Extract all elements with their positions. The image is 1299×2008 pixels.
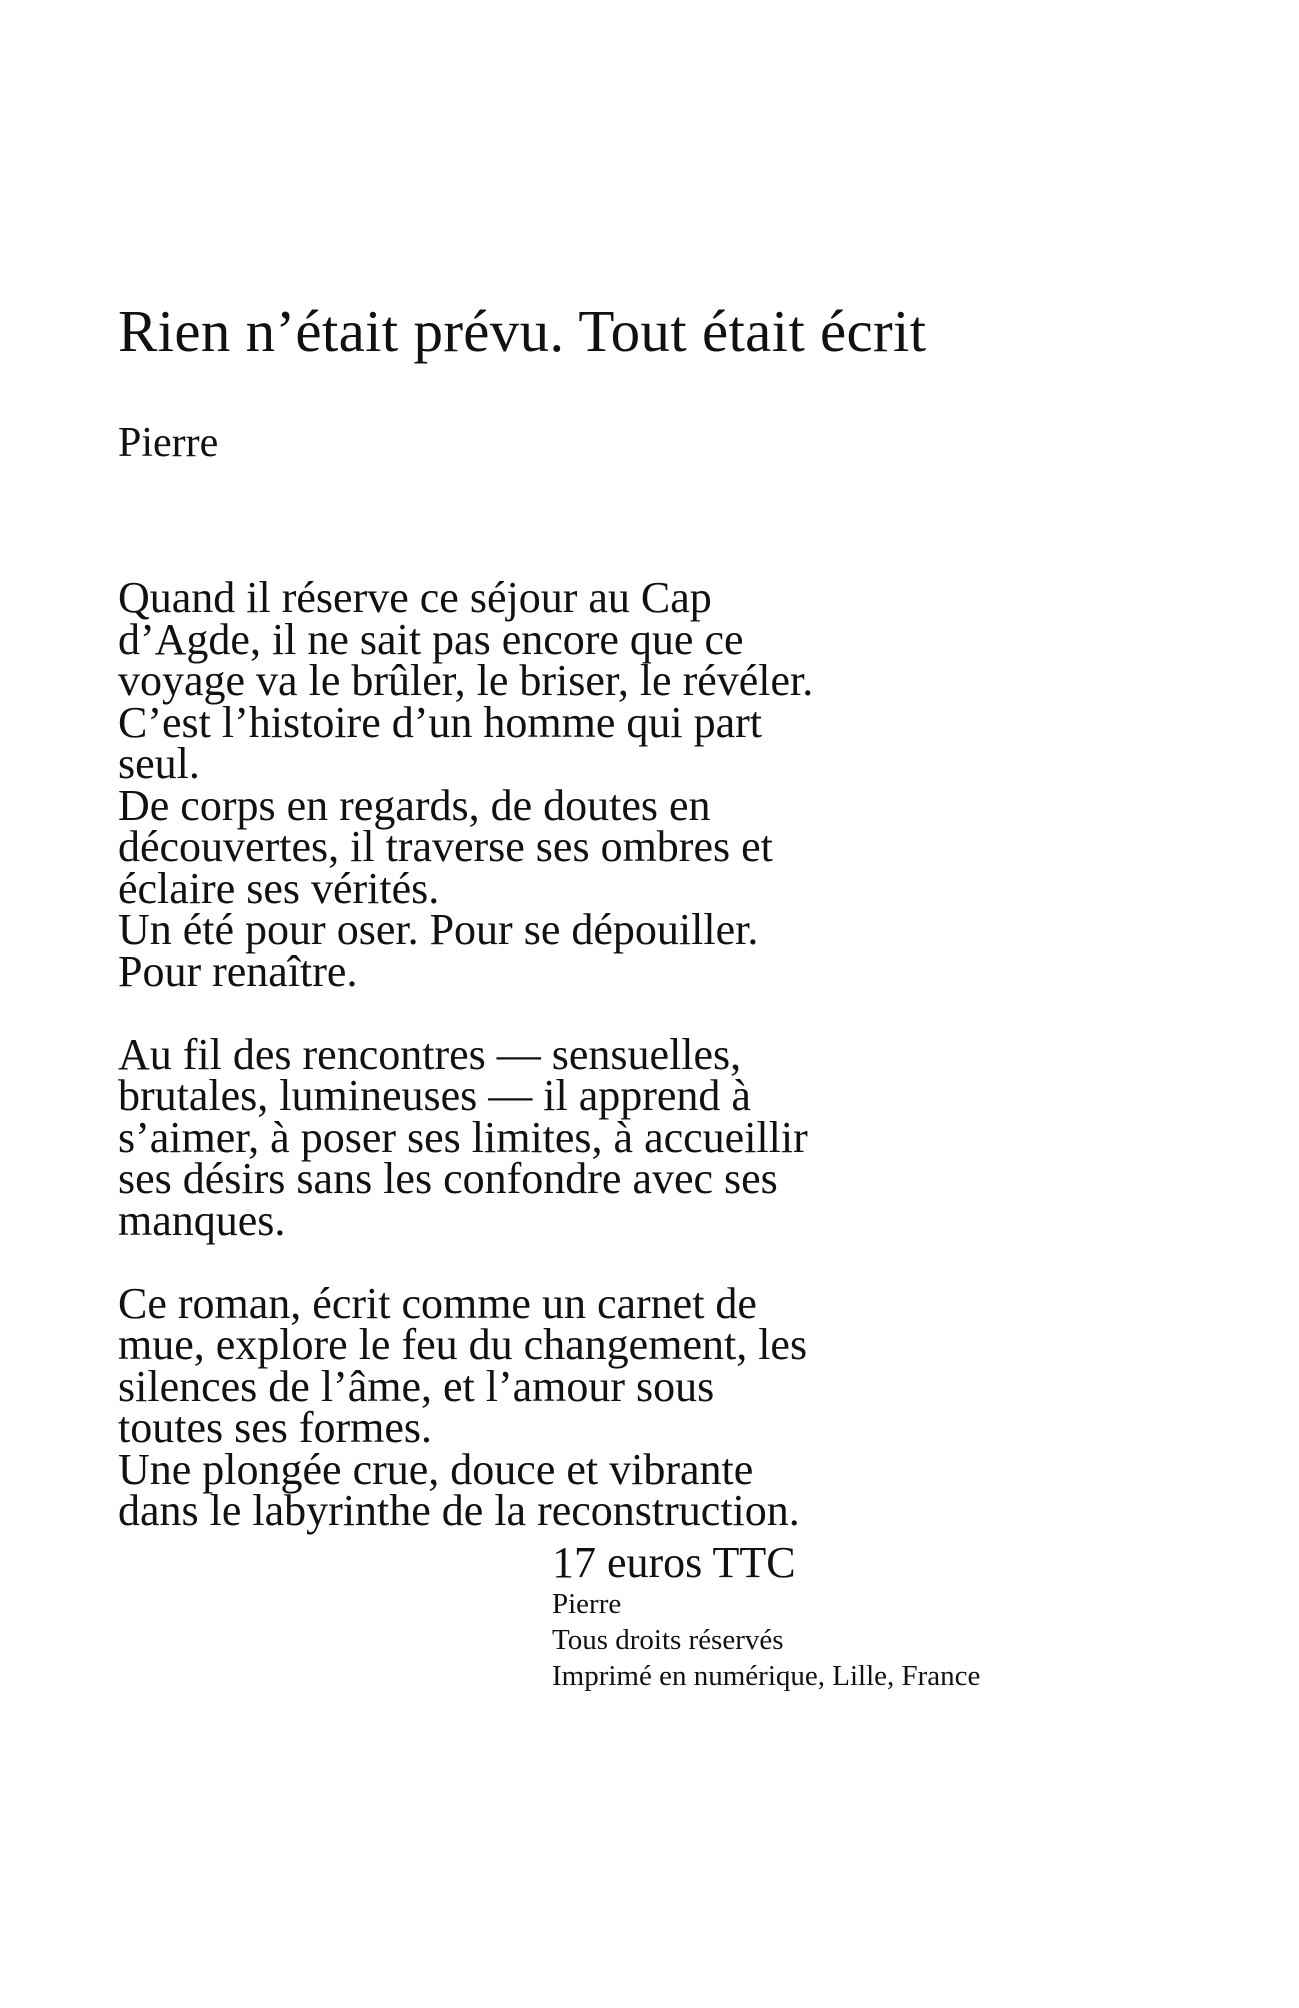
blurb-line: mue, explore le feu du changement, les bbox=[118, 1320, 808, 1369]
blurb-line: silences de l’âme, et l’amour sous bbox=[118, 1361, 715, 1411]
printing-notice: Imprimé en numérique, Lille, France bbox=[552, 1660, 981, 1692]
blurb-line: De corps en regards, de doutes en bbox=[118, 780, 711, 830]
blurb-line: Ce roman, écrit comme un carnet de bbox=[118, 1278, 757, 1328]
publisher-name: Pierre bbox=[552, 1588, 622, 1620]
blurb-line: Au fil des rencontres — sensuelles, bbox=[118, 1029, 742, 1079]
blurb-line: d’Agde, il ne sait pas encore que ce bbox=[118, 614, 744, 664]
blurb-line: Quand il réserve ce séjour au Cap bbox=[118, 573, 712, 622]
blurb-line: manques. bbox=[118, 1195, 286, 1245]
blurb-line: voyage va le brûler, le briser, le révéler. bbox=[118, 656, 814, 705]
blurb-line: découvertes, il traverse ses ombres et bbox=[118, 822, 773, 871]
back-cover-blurb bbox=[118, 573, 978, 1535]
blurb-line: toutes ses formes. bbox=[118, 1403, 433, 1452]
rights-notice: Tous droits réservés bbox=[552, 1624, 784, 1656]
book-title: Rien n’était prévu. Tout était écrit bbox=[118, 298, 927, 364]
blurb-line: C’est l’histoire d’un homme qui part bbox=[118, 697, 762, 747]
blurb-line: s’aimer, à poser ses limites, à accueillir bbox=[118, 1112, 808, 1162]
blurb-line: éclaire ses vérités. bbox=[118, 863, 440, 913]
blurb-line: brutales, lumineuses — il apprend à bbox=[118, 1071, 751, 1120]
blurb-line: ses désirs sans les confondre avec ses bbox=[118, 1154, 778, 1203]
blurb-line: Une plongée crue, douce et vibrante bbox=[118, 1444, 754, 1494]
blurb-paragraph bbox=[118, 573, 978, 996]
book-author: Pierre bbox=[118, 420, 219, 466]
blurb-line: Pour renaître. bbox=[118, 946, 358, 996]
blurb-line: seul. bbox=[118, 739, 200, 788]
blurb-line: dans le labyrinthe de la reconstruction. bbox=[118, 1486, 800, 1535]
price-label: 17 euros TTC bbox=[552, 1538, 796, 1587]
blurb-paragraph bbox=[118, 1029, 978, 1245]
blurb-paragraph bbox=[118, 1278, 978, 1535]
colophon bbox=[552, 1538, 980, 1694]
blurb-line: Un été pour oser. Pour se dépouiller. bbox=[118, 905, 759, 954]
